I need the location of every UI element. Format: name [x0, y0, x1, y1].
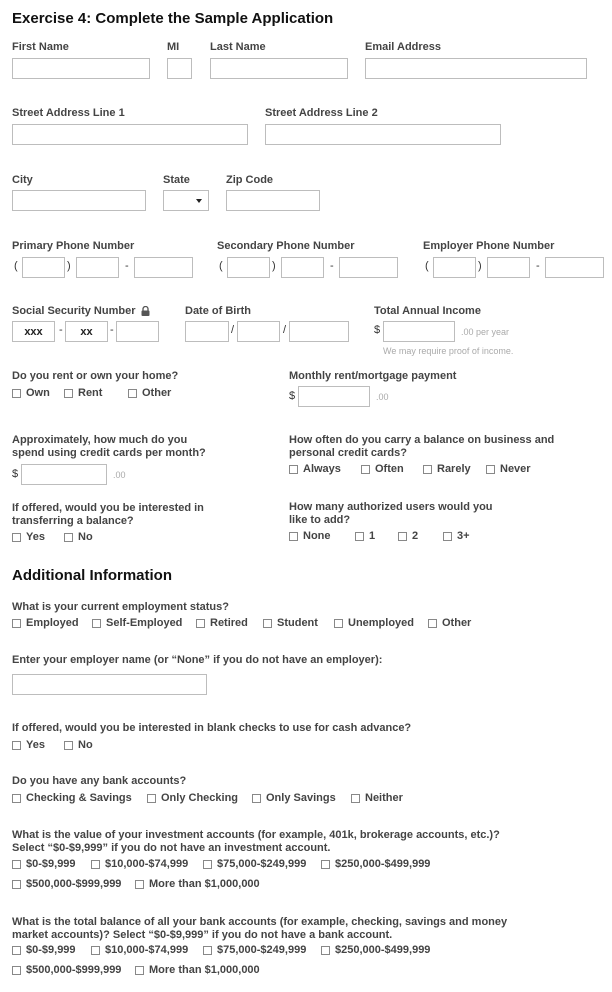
- income-note: We may require proof of income.: [383, 346, 514, 356]
- balance-option-never[interactable]: Never: [486, 462, 531, 476]
- checks-option-yes[interactable]: Yes: [12, 738, 45, 752]
- checkbox[interactable]: [203, 946, 212, 955]
- bank-balance-option-0[interactable]: $0-$9,999: [12, 943, 76, 957]
- bank-balance-option-2[interactable]: $75,000-$249,999: [203, 943, 306, 957]
- users-question: How many authorized users would you like to add?: [289, 501, 493, 526]
- dollar-sign: $: [289, 390, 296, 402]
- mi-label: MI: [167, 41, 180, 53]
- housing-option-own[interactable]: Own: [12, 386, 50, 400]
- primary-phone-label: Primary Phone Number: [12, 240, 135, 252]
- street2-label: Street Address Line 2: [265, 107, 378, 119]
- bank-option-only-savings[interactable]: Only Savings: [252, 791, 336, 805]
- payment-label: Monthly rent/mortgage payment: [289, 370, 457, 382]
- employment-option-unemployed[interactable]: Unemployed: [334, 616, 414, 630]
- transfer-option-no[interactable]: No: [64, 530, 93, 544]
- state-label: State: [163, 174, 190, 186]
- city-input[interactable]: [12, 190, 146, 211]
- slash: /: [231, 324, 235, 336]
- dob-month-input[interactable]: [185, 321, 229, 342]
- checkbox[interactable]: [289, 465, 298, 474]
- employer-phone-prefix[interactable]: [487, 257, 530, 278]
- email-label: Email Address: [365, 41, 442, 53]
- checkbox[interactable]: [12, 389, 21, 398]
- mi-input[interactable]: [167, 58, 192, 79]
- checkbox[interactable]: [351, 794, 360, 803]
- zip-label: Zip Code: [226, 174, 274, 186]
- employment-option-self-employed[interactable]: Self-Employed: [92, 616, 182, 630]
- checkbox[interactable]: [289, 532, 298, 541]
- page-title: Exercise 4: Complete the Sample Application: [12, 10, 334, 27]
- paren-open: (: [219, 260, 223, 272]
- zip-input[interactable]: [226, 190, 320, 211]
- bank-balance-option-4[interactable]: $500,000-$999,999: [12, 963, 121, 977]
- bank-balance-option-5[interactable]: More than $1,000,000: [135, 963, 260, 977]
- housing-question: Do you rent or own your home?: [12, 370, 179, 382]
- last-name-input[interactable]: [210, 58, 348, 79]
- checkbox[interactable]: [12, 966, 21, 975]
- employment-option-student[interactable]: Student: [263, 616, 318, 630]
- secondary-phone-area[interactable]: [227, 257, 270, 278]
- balance-question: How often do you carry a balance on business and personal credit cards?: [289, 434, 555, 459]
- checkbox[interactable]: [334, 619, 343, 628]
- bank-balance-option-1[interactable]: $10,000-$74,999: [91, 943, 188, 957]
- dash: -: [330, 260, 334, 272]
- bank-balance-option-3[interactable]: $250,000-$499,999: [321, 943, 430, 957]
- email-input[interactable]: [365, 58, 587, 79]
- checkbox[interactable]: [203, 860, 212, 869]
- paren-close: ): [478, 260, 482, 272]
- paren-open: (: [425, 260, 429, 272]
- checkbox[interactable]: [361, 465, 370, 474]
- checkbox[interactable]: [12, 860, 21, 869]
- checkbox[interactable]: [12, 794, 21, 803]
- dash: -: [59, 324, 63, 336]
- checkbox[interactable]: [135, 966, 144, 975]
- ssn-part3-input[interactable]: [116, 321, 159, 342]
- dash: -: [125, 260, 129, 272]
- dob-year-input[interactable]: [289, 321, 349, 342]
- employer-phone-area[interactable]: [433, 257, 476, 278]
- checkbox[interactable]: [196, 619, 205, 628]
- balance-option-always[interactable]: Always: [289, 462, 341, 476]
- secondary-phone-prefix[interactable]: [281, 257, 324, 278]
- employer-phone-line[interactable]: [545, 257, 604, 278]
- checkbox[interactable]: [12, 741, 21, 750]
- bank-option-neither[interactable]: Neither: [351, 791, 403, 805]
- users-option-1[interactable]: 1: [355, 529, 375, 543]
- dob-day-input[interactable]: [237, 321, 280, 342]
- bank-option-checking-savings[interactable]: Checking & Savings: [12, 791, 132, 805]
- paren-open: (: [14, 260, 18, 272]
- checkbox[interactable]: [135, 880, 144, 889]
- investment-option-5[interactable]: More than $1,000,000: [135, 877, 260, 891]
- ssn-part1-input[interactable]: [12, 321, 55, 342]
- dollar-sign: $: [374, 324, 381, 336]
- checkbox[interactable]: [12, 880, 21, 889]
- users-option-3plus[interactable]: 3+: [443, 529, 470, 543]
- balance-option-rarely[interactable]: Rarely: [423, 462, 471, 476]
- employment-question: What is your current employment status?: [12, 601, 229, 613]
- investment-option-3[interactable]: $250,000-$499,999: [321, 857, 430, 871]
- paren-close: ): [272, 260, 276, 272]
- income-hint: .00 per year: [461, 327, 510, 337]
- payment-cents: .00: [376, 392, 389, 402]
- income-label: Total Annual Income: [374, 305, 481, 317]
- street1-input[interactable]: [12, 124, 248, 145]
- chevron-down-icon: [196, 199, 202, 203]
- secondary-phone-line[interactable]: [339, 257, 398, 278]
- checkbox[interactable]: [443, 532, 452, 541]
- employer-name-input[interactable]: [12, 674, 207, 695]
- city-label: City: [12, 174, 33, 186]
- dash: -: [536, 260, 540, 272]
- checkbox[interactable]: [147, 794, 156, 803]
- transfer-option-yes[interactable]: Yes: [12, 530, 45, 544]
- checkbox[interactable]: [252, 794, 261, 803]
- slash: /: [283, 324, 287, 336]
- street1-label: Street Address Line 1: [12, 107, 125, 119]
- checkbox[interactable]: [91, 946, 100, 955]
- users-option-none[interactable]: None: [289, 529, 331, 543]
- income-input[interactable]: [383, 321, 455, 342]
- investment-option-0[interactable]: $0-$9,999: [12, 857, 76, 871]
- additional-heading: Additional Information: [12, 567, 172, 584]
- ssn-part2-input[interactable]: [65, 321, 108, 342]
- last-name-label: Last Name: [210, 41, 266, 53]
- transfer-question: If offered, would you be interested in transferring a balance?: [12, 502, 204, 527]
- spend-input[interactable]: [21, 464, 107, 485]
- checks-question: If offered, would you be interested in blank checks to use for cash advance?: [12, 722, 412, 734]
- payment-input[interactable]: [298, 386, 370, 407]
- first-name-input[interactable]: [12, 58, 150, 79]
- dash: -: [110, 324, 114, 336]
- checkbox[interactable]: [428, 619, 437, 628]
- checkbox[interactable]: [486, 465, 495, 474]
- primary-phone-area[interactable]: [22, 257, 65, 278]
- ssn-label: Social Security Number: [12, 305, 136, 317]
- balance-option-often[interactable]: Often: [361, 462, 404, 476]
- checkbox[interactable]: [128, 389, 137, 398]
- users-option-2[interactable]: 2: [398, 529, 418, 543]
- paren-close: ): [67, 260, 71, 272]
- checks-option-no[interactable]: No: [64, 738, 93, 752]
- checkbox[interactable]: [321, 946, 330, 955]
- employment-option-retired[interactable]: Retired: [196, 616, 248, 630]
- checkbox[interactable]: [91, 860, 100, 869]
- first-name-label: First Name: [12, 41, 69, 53]
- checkbox[interactable]: [355, 532, 364, 541]
- bank-option-only-checking[interactable]: Only Checking: [147, 791, 238, 805]
- primary-phone-line[interactable]: [134, 257, 193, 278]
- checkbox[interactable]: [12, 946, 21, 955]
- checkbox[interactable]: [263, 619, 272, 628]
- employer-question: Enter your employer name (or “None” if you do not have an employer):: [12, 654, 383, 666]
- primary-phone-prefix[interactable]: [76, 257, 119, 278]
- dollar-sign: $: [12, 468, 19, 480]
- state-select[interactable]: [163, 190, 209, 211]
- checkbox[interactable]: [12, 533, 21, 542]
- street2-input[interactable]: [265, 124, 501, 145]
- checkbox[interactable]: [398, 532, 407, 541]
- checkbox[interactable]: [64, 533, 73, 542]
- checkbox[interactable]: [423, 465, 432, 474]
- investment-option-4[interactable]: $500,000-$999,999: [12, 877, 121, 891]
- investment-question: What is the value of your investment accounts (for example, 401k, brokerage accounts, etc.)? Select “$0-$9,999” if you do not have an investment account.: [12, 829, 500, 854]
- checkbox[interactable]: [64, 741, 73, 750]
- employer-phone-label: Employer Phone Number: [423, 240, 555, 252]
- dob-label: Date of Birth: [185, 305, 251, 317]
- bank-question: Do you have any bank accounts?: [12, 775, 187, 787]
- checkbox[interactable]: [12, 619, 21, 628]
- housing-option-rent[interactable]: Rent: [64, 386, 102, 400]
- secondary-phone-label: Secondary Phone Number: [217, 240, 355, 252]
- employment-option-other[interactable]: Other: [428, 616, 471, 630]
- housing-option-other[interactable]: Other: [128, 386, 171, 400]
- employment-option-employed[interactable]: Employed: [12, 616, 79, 630]
- checkbox[interactable]: [321, 860, 330, 869]
- investment-option-2[interactable]: $75,000-$249,999: [203, 857, 306, 871]
- checkbox[interactable]: [92, 619, 101, 628]
- checkbox[interactable]: [64, 389, 73, 398]
- lock-icon: [141, 306, 150, 316]
- ssn-label-wrap: [12, 305, 150, 317]
- spend-cents: .00: [113, 470, 126, 480]
- investment-option-1[interactable]: $10,000-$74,999: [91, 857, 188, 871]
- bank-balance-question: What is the total balance of all your bank accounts (for example, checking, savings and money market accounts)? Select “$0-$9,999” if you do not have a bank account.: [12, 916, 508, 941]
- spend-question: Approximately, how much do you spend using credit cards per month?: [12, 434, 206, 459]
